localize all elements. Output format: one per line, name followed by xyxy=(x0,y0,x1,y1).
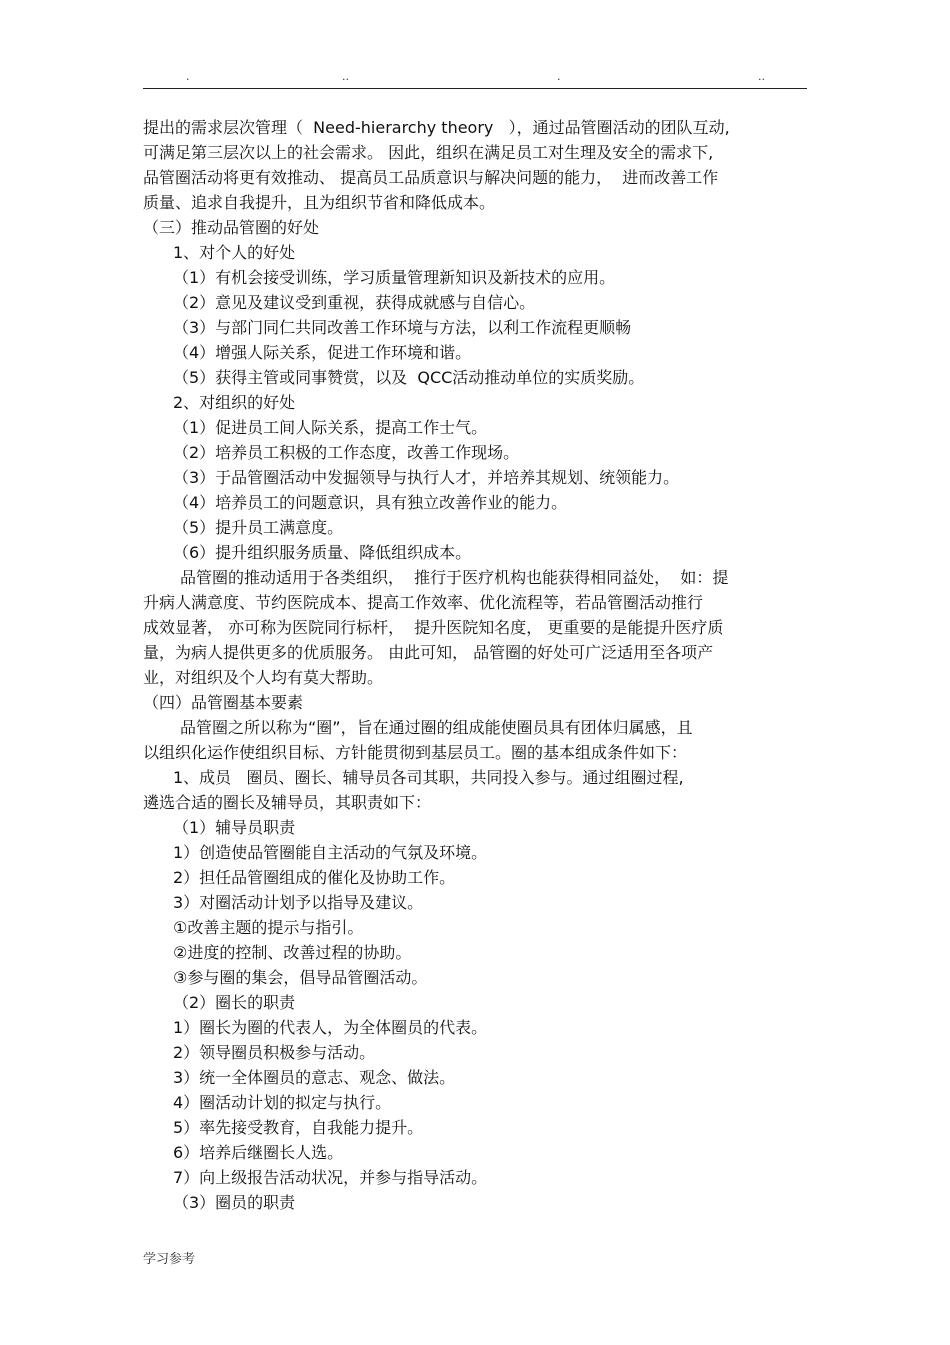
subsection-heading: 2、对组织的好处 xyxy=(173,393,296,412)
list-item: （3）于品管圈活动中发掘领导与执行人才，并培养其规划、统领能力。 xyxy=(173,468,680,487)
list-item: （6）提升组织服务质量、降低组织成本。 xyxy=(173,543,472,562)
header-dot: .. xyxy=(758,70,765,83)
body-line: 升病人满意度、节约医院成本、提高工作效率、优化流程等，若品管圈活动推行 xyxy=(143,593,704,612)
list-item: 4）圈活动计划的拟定与执行。 xyxy=(173,1093,392,1112)
body-line: 提出的需求层次管理（ Need-hierarchy theory ），通过品管圈活动的团队互动, xyxy=(143,118,730,137)
list-item: 2）领导圈员积极参与活动。 xyxy=(173,1043,376,1062)
body-line: 成效显著， 亦可称为医院同行标杆， 提升医院知名度， 更重要的是能提升医疗质 xyxy=(143,618,724,637)
list-item: （5）获得主管或同事赞赏，以及 QCC活动推动单位的实质奖励。 xyxy=(173,368,645,387)
list-item: （2）意见及建议受到重视，获得成就感与自信心。 xyxy=(173,293,536,312)
body-line: 1、成员 圈员、圈长、辅导员各司其职，共同投入参与。通过组圈过程, xyxy=(173,768,684,787)
list-item: 6）培养后继圈长人选。 xyxy=(173,1143,344,1162)
header-dot: .. xyxy=(342,70,349,83)
list-item: ③参与圈的集会，倡导品管圈活动。 xyxy=(173,968,428,987)
list-item: 3）统一全体圈员的意志、观念、做法。 xyxy=(173,1068,456,1087)
subsection-heading: 1、对个人的好处 xyxy=(173,243,296,262)
header-dot: . xyxy=(557,70,561,83)
subsection-heading: （3）圈员的职责 xyxy=(173,1193,296,1212)
list-item: ①改善主题的提示与指引。 xyxy=(173,918,364,937)
list-item: （5）提升员工满意度。 xyxy=(173,518,344,537)
body-line: 以组织化运作使组织目标、方针能贯彻到基层员工。圈的基本组成条件如下： xyxy=(143,743,688,762)
list-item: （2）培养员工积极的工作态度，改善工作现场。 xyxy=(173,443,520,462)
list-item: （3）与部门同仁共同改善工作环境与方法，以利工作流程更顺畅 xyxy=(173,318,632,337)
body-line: 遴选合适的圈长及辅导员，其职责如下： xyxy=(143,793,432,812)
section-heading: （四）品管圈基本要素 xyxy=(143,693,304,712)
header-rule xyxy=(143,88,807,89)
list-item: （1）有机会接受训练，学习质量管理新知识及新技术的应用。 xyxy=(173,268,616,287)
list-item: （4）增强人际关系，促进工作环境和谐。 xyxy=(173,343,472,362)
list-item: 3）对圈活动计划予以指导及建议。 xyxy=(173,893,424,912)
page-footer: 学习参考 xyxy=(143,1252,196,1267)
list-item: ②进度的控制、改善过程的协助。 xyxy=(173,943,412,962)
list-item: （4）培养员工的问题意识，具有独立改善作业的能力。 xyxy=(173,493,568,512)
body-line: 质量、追求自我提升，且为组织节省和降低成本。 xyxy=(143,193,496,212)
body-line: 品管圈之所以称为“圈”，旨在通过圈的组成能使圈员具有团体归属感，且 xyxy=(180,718,693,737)
body-line: 业，对组织及个人均有莫大帮助。 xyxy=(143,668,384,687)
list-item: 5）率先接受教育，自我能力提升。 xyxy=(173,1118,424,1137)
subsection-heading: （1）辅导员职责 xyxy=(173,818,296,837)
header-dots xyxy=(0,70,950,84)
list-item: 1）圈长为圈的代表人，为全体圈员的代表。 xyxy=(173,1018,488,1037)
body-line: 品管圈的推动适用于各类组织， 推行于医疗机构也能获得相同益处， 如：提 xyxy=(180,568,729,587)
list-item: 7）向上级报告活动状况，并参与指导活动。 xyxy=(173,1168,488,1187)
subsection-heading: （2）圈长的职责 xyxy=(173,993,296,1012)
list-item: 1）创造使品管圈能自主活动的气氛及环境。 xyxy=(173,843,488,862)
body-line: 量，为病人提供更多的优质服务。 由此可知， 品管圈的好处可广泛适用至各项产 xyxy=(143,643,714,662)
body-line: 可满足第三层次以上的社会需求。 因此，组织在满足员工对生理及安全的需求下, xyxy=(143,143,714,162)
list-item: （1）促进员工间人际关系，提高工作士气。 xyxy=(173,418,488,437)
section-heading: （三）推动品管圈的好处 xyxy=(143,218,320,237)
body-line: 品管圈活动将更有效推动、 提高员工品质意识与解决问题的能力， 进而改善工作 xyxy=(143,168,719,187)
header-dot: . xyxy=(186,70,190,83)
list-item: 2）担任品管圈组成的催化及协助工作。 xyxy=(173,868,456,887)
